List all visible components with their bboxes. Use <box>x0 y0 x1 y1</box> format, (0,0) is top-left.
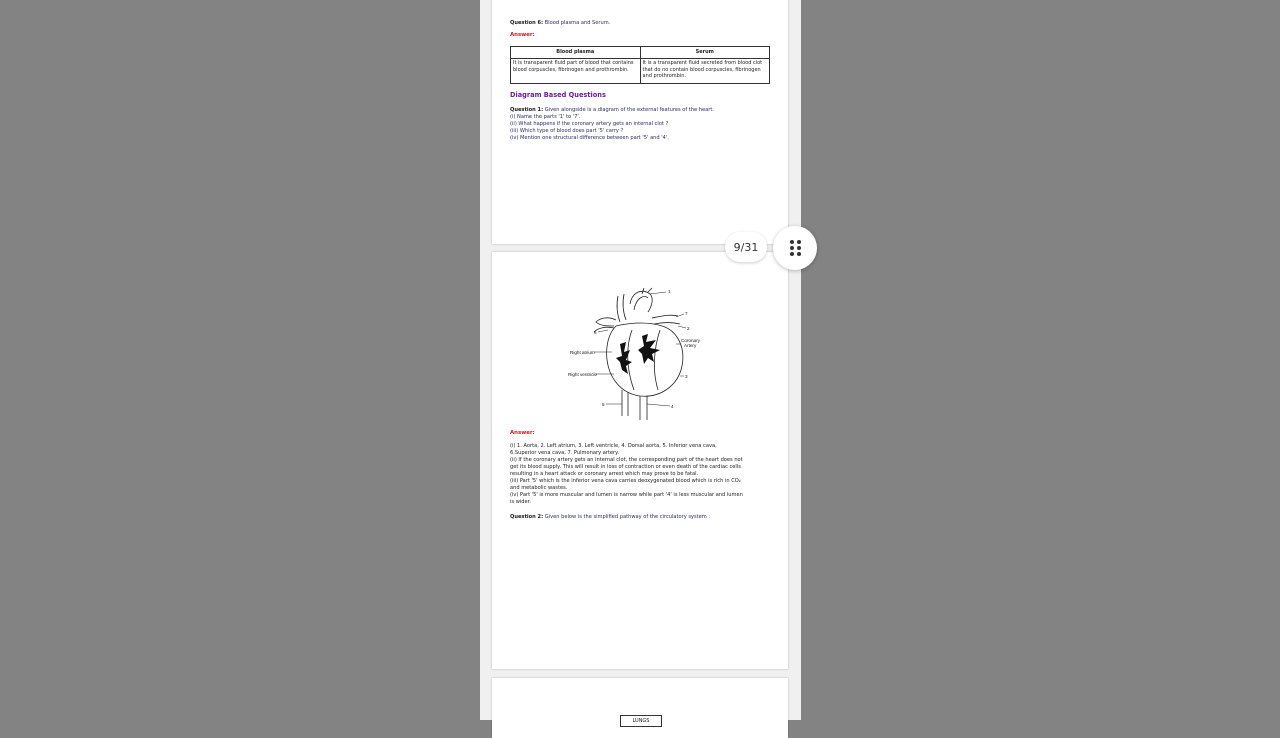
question-part: (ii) What happens if the coronary artery gets an internal clot ? <box>510 121 669 127</box>
heart-diagram <box>570 286 720 426</box>
diagram-label-coronary: Coronary <box>681 338 700 343</box>
table-cell: It is a transparent fluid secreted from blood clot that do no contain blood corpuscles, fibrinogen and prothrombin. <box>640 59 770 84</box>
pdf-page <box>492 0 788 244</box>
diagram-label-right-atrium: Right atrium <box>570 350 595 355</box>
diagram-label-7: 7 <box>685 311 688 316</box>
answer-line: and metabolic wastes. <box>510 485 568 491</box>
comparison-table <box>510 46 770 84</box>
answer-line: get its blood supply. This will result in loss of contraction or even death of the cardiac cells <box>510 464 741 470</box>
diagram-label-4: 4 <box>671 404 674 409</box>
diagram-label-2: 2 <box>687 326 690 331</box>
question-part: (iii) Which type of blood does part '5' carry ? <box>510 128 624 134</box>
answer-line: (iii) Part '5' which is the inferior vena cava carries deoxygenated blood which is rich in CO₂ <box>510 478 741 484</box>
column-header: Blood plasma <box>511 47 641 59</box>
section-title: Diagram Based Questions <box>510 91 606 99</box>
answer-label: Answer: <box>510 430 535 436</box>
question-6 <box>510 20 772 27</box>
question-part: (i) Name the parts '1' to '7'. <box>510 114 581 120</box>
pdf-page <box>492 252 788 669</box>
answer-line: resulting in a heart attack or coronary arrest which may prove to be fatal. <box>510 471 699 477</box>
diagram-label-right-ventricle: Right ventricle <box>568 372 598 377</box>
question-1 <box>510 107 772 142</box>
question-text: Given below is the simplified pathway of the circulatory system : <box>544 514 711 520</box>
diagram-label-1: 1 <box>668 289 671 294</box>
page-indicator: 9/31 <box>725 232 767 262</box>
question-part: (iv) Mention one structural difference between part '5' and '4'. <box>510 135 669 141</box>
column-header: Serum <box>640 47 770 59</box>
diagram-label-6: 6 <box>594 330 597 335</box>
table-row <box>511 59 770 84</box>
table-cell: It is transparent fluid part of blood that contains blood corpuscles, fibrinogen and prothrombin. <box>511 59 641 84</box>
drag-handle-button[interactable] <box>773 226 817 270</box>
question-2 <box>510 514 772 521</box>
answer-label: Answer: <box>510 32 535 38</box>
answer-line: (i) 1. Aorta, 2. Left atrium, 3. Left ventricle, 4. Dorsal aorta, 5. Inferior vena cava, <box>510 443 717 449</box>
question-number: Question 2: <box>510 514 544 520</box>
diagram-label-3: 3 <box>685 374 688 379</box>
question-text: Given alongside is a diagram of the external features of the heart. <box>544 107 714 113</box>
pdf-page <box>492 678 788 738</box>
answer-line: 6.Superior vena cava, 7. Pulmonary artery. <box>510 450 620 456</box>
question-number: Question 1: <box>510 107 544 113</box>
lungs-box: LUNGS <box>620 715 662 727</box>
answer-body <box>510 443 772 506</box>
answer-line: (ii) If the coronary artery gets an internal clot, the corresponding part of the heart does not <box>510 457 743 463</box>
answer-line: is wider. <box>510 499 531 505</box>
answer-line: (iv) Part '5' is more muscular and lumen is narrow while part '4' is less muscular and lumen <box>510 492 743 498</box>
diagram-label-artery: Artery <box>684 343 697 348</box>
question-text: Blood plasma and Serum. <box>544 20 611 26</box>
diagram-label-5: 5 <box>602 402 605 407</box>
grip-dots-icon <box>773 226 817 270</box>
question-number: Question 6: <box>510 20 544 26</box>
pdf-viewer[interactable] <box>480 0 801 724</box>
table-header-row <box>511 47 770 59</box>
